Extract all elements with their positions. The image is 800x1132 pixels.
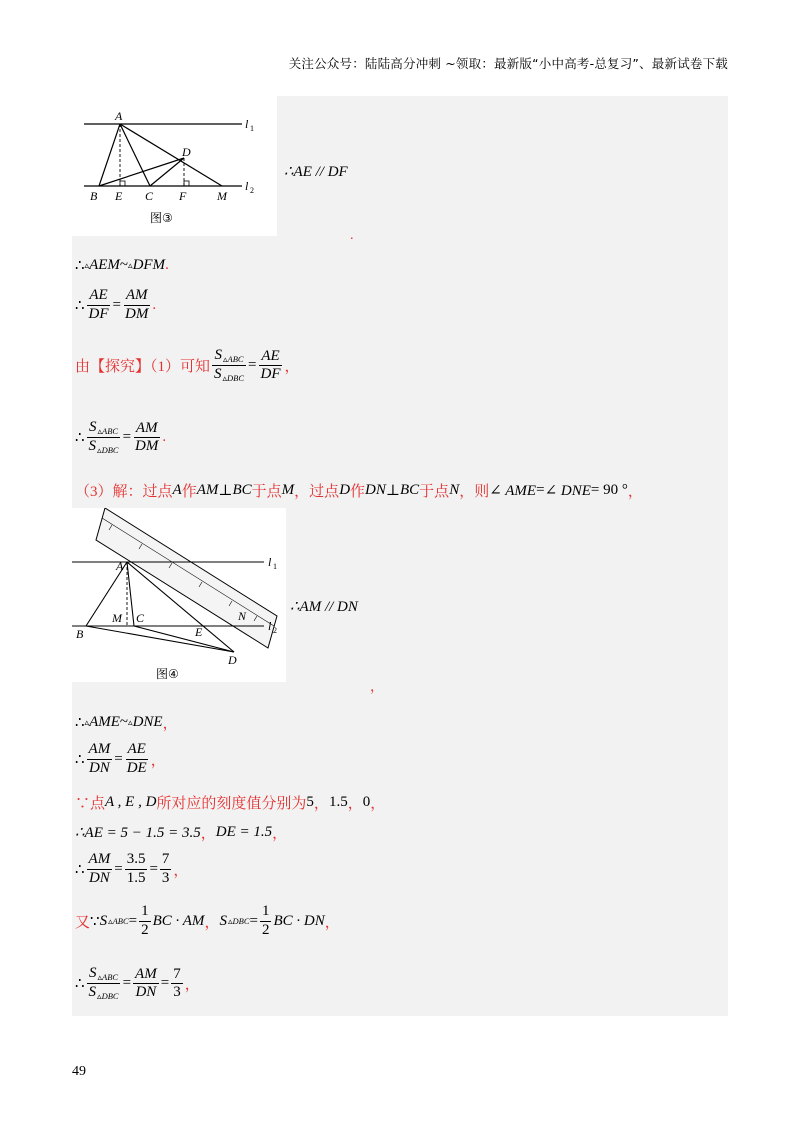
label-l2-sub: 2 — [250, 186, 254, 195]
label-f: F — [179, 189, 187, 203]
label-m: M — [217, 189, 227, 203]
label-b: B — [76, 627, 84, 641]
am-parallel-dn: ∴AM // DN — [290, 599, 358, 615]
label-d: D — [182, 145, 191, 159]
figure-3-diagram — [72, 96, 277, 236]
label-b: B — [90, 189, 98, 203]
label-e: E — [195, 625, 203, 639]
label-e: E — [115, 189, 123, 203]
label-a: A — [115, 109, 123, 123]
ruler-icon — [96, 508, 277, 648]
figure-3-caption: 图③ — [150, 211, 173, 225]
label-l1-sub: 1 — [273, 562, 277, 571]
figure-4 — [72, 508, 286, 682]
scale-values: ∵点 A , E , D 所对应的刻度值分别为 5 ， 1.5 ， 0 ， — [75, 794, 386, 812]
figure-3 — [72, 96, 277, 236]
figure-4-caption: 图④ — [156, 667, 179, 681]
label-l1: l — [245, 117, 249, 131]
label-n: N — [238, 609, 247, 623]
final-ratio: ∴ $\frac{S_{▵ABC}}{S_{▵DBC}}$ = $\frac{AM}{DN}$ = $\frac{7}{3}$ ， — [75, 965, 200, 1002]
ae-parallel-df: ∴AE // DF — [284, 164, 348, 180]
label-a: A — [116, 559, 124, 573]
page-header: 关注公众号：陆陆高分冲刺 ~领取：最新版“小中高考-总复习”、最新试卷下载 — [288, 56, 728, 71]
step-3-statement: （3）解：过点 A 作 AM ⊥ BC 于点 M ，过点 D 作 DN ⊥ BC 于点 N ，则 ∠ AME = ∠ DNE = 90 ° ， — [75, 482, 643, 500]
ratio-am-dn: ∴ $\frac{AM}{DN}$ = $\frac{AE}{DE}$ ， — [75, 741, 166, 776]
page-number: 49 — [72, 1064, 86, 1079]
label-l2: l — [268, 619, 272, 633]
ae-de-values: ∴AE = 5 − 1.5 = 3.5 ， DE = 1.5 ， — [75, 824, 288, 842]
figure-4-diagram — [72, 508, 286, 682]
label-l1: l — [268, 555, 272, 569]
ratio-value: ∴ $\frac{AM}{DN}$ = $\frac{3.5}{1.5}$ = $\frac{7}{3}$ ， — [75, 851, 189, 886]
explore-result: 由【探究】（1）可知 $\frac{S_{▵ABC}}{S_{▵DBC}}$ = $\frac{AE}{DF}$ ， — [75, 347, 300, 384]
similar-aem-dfm: ∴ ▵ AEM ~ ▵ DFM . — [75, 257, 169, 274]
label-l1-sub: 1 — [250, 124, 254, 133]
label-c: C — [136, 611, 145, 625]
area-formulas: 又 ∵ S ▵ABC = $\frac{1}{2}$ BC · AM ， S ▵DBC = $\frac{1}{2}$ BC · DN ， — [75, 903, 340, 938]
label-l2-sub: 2 — [273, 626, 277, 635]
ratio-ae-df: ∴ $\frac{AE}{DF}$ = $\frac{AM}{DM}$ . — [75, 287, 157, 322]
label-c: C — [145, 189, 154, 203]
label-m: M — [112, 611, 122, 625]
similar-ame-dne: ∴ ▵ AME ~ ▵ DNE ， — [75, 714, 178, 732]
red-dot-1: . — [350, 228, 354, 243]
label-d: D — [228, 653, 237, 667]
label-l2: l — [245, 179, 249, 193]
red-comma-1: ， — [370, 680, 384, 695]
area-ratio-am-dm: ∴ $\frac{S_{▵ABC}}{S_{▵DBC}}$ = $\frac{AM}{DM}$ . — [75, 419, 167, 456]
